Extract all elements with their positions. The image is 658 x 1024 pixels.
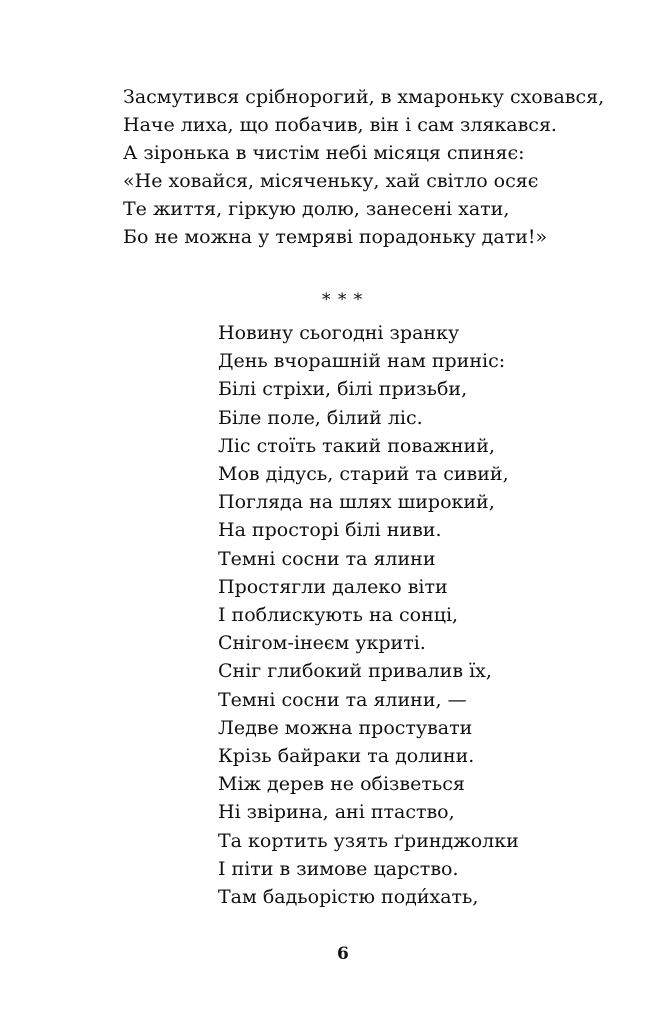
verse-line: А зіронька в чистім небі місяця спиняє: xyxy=(123,142,525,164)
verse-line: День вчорашній нам приніс: xyxy=(218,350,506,373)
verse-line: Погляда на шлях широкий, xyxy=(218,491,495,514)
verse-line: Новину сьогодні зранку xyxy=(218,322,460,344)
poem xyxy=(218,319,648,911)
section-separator: * * * xyxy=(322,290,364,310)
verse-line: Те життя, гіркую долю, занесені хати, xyxy=(123,198,510,220)
verse-line: І поблискують на сонці, xyxy=(218,604,459,627)
verse-line: Та кортить узять ґринджолки xyxy=(218,829,519,852)
top-stanza xyxy=(123,83,643,251)
verse-line: Ледве можна простувати xyxy=(218,716,473,739)
page-number: 6 xyxy=(337,944,349,964)
verse-line: І піти в зимове царство. xyxy=(218,857,459,880)
verse-line: Білі стріхи, білі призьби, xyxy=(218,378,468,401)
verse-line: На просторі білі ниви. xyxy=(218,519,442,542)
verse-line: Сніг глибокий привалив їх, xyxy=(218,660,492,683)
verse-line: Снігом-інеєм укриті. xyxy=(218,632,426,655)
verse-line: Крізь байраки та долини. xyxy=(218,745,475,768)
verse-line: Там бадьорістю поди́хать, xyxy=(218,886,479,909)
verse-line: Ні звірина, ані птаство, xyxy=(218,801,455,824)
verse-line: Бо не можна у темряві порадоньку дати!» xyxy=(123,226,548,248)
verse-line: Темні сосни та ялини, — xyxy=(218,688,467,711)
verse-line: Ліс стоїть такий поважний, xyxy=(218,434,495,457)
verse-line: Мов дідусь, старий та сивий, xyxy=(218,463,509,486)
verse-line: «Не ховайся, місяченьку, хай світло осяє xyxy=(123,170,539,192)
verse-line: Наче лиха, що побачив, він і сам злякався. xyxy=(123,114,557,136)
verse-line: Засмутився срібнорогий, в хмароньку сховався, xyxy=(123,86,605,108)
verse-line: Біле поле, білий ліс. xyxy=(218,406,423,429)
verse-line: Між дерев не обізветься xyxy=(218,773,465,796)
verse-line: Темні сосни та ялини xyxy=(218,547,436,570)
verse-line: Простягли далеко віти xyxy=(218,575,448,598)
